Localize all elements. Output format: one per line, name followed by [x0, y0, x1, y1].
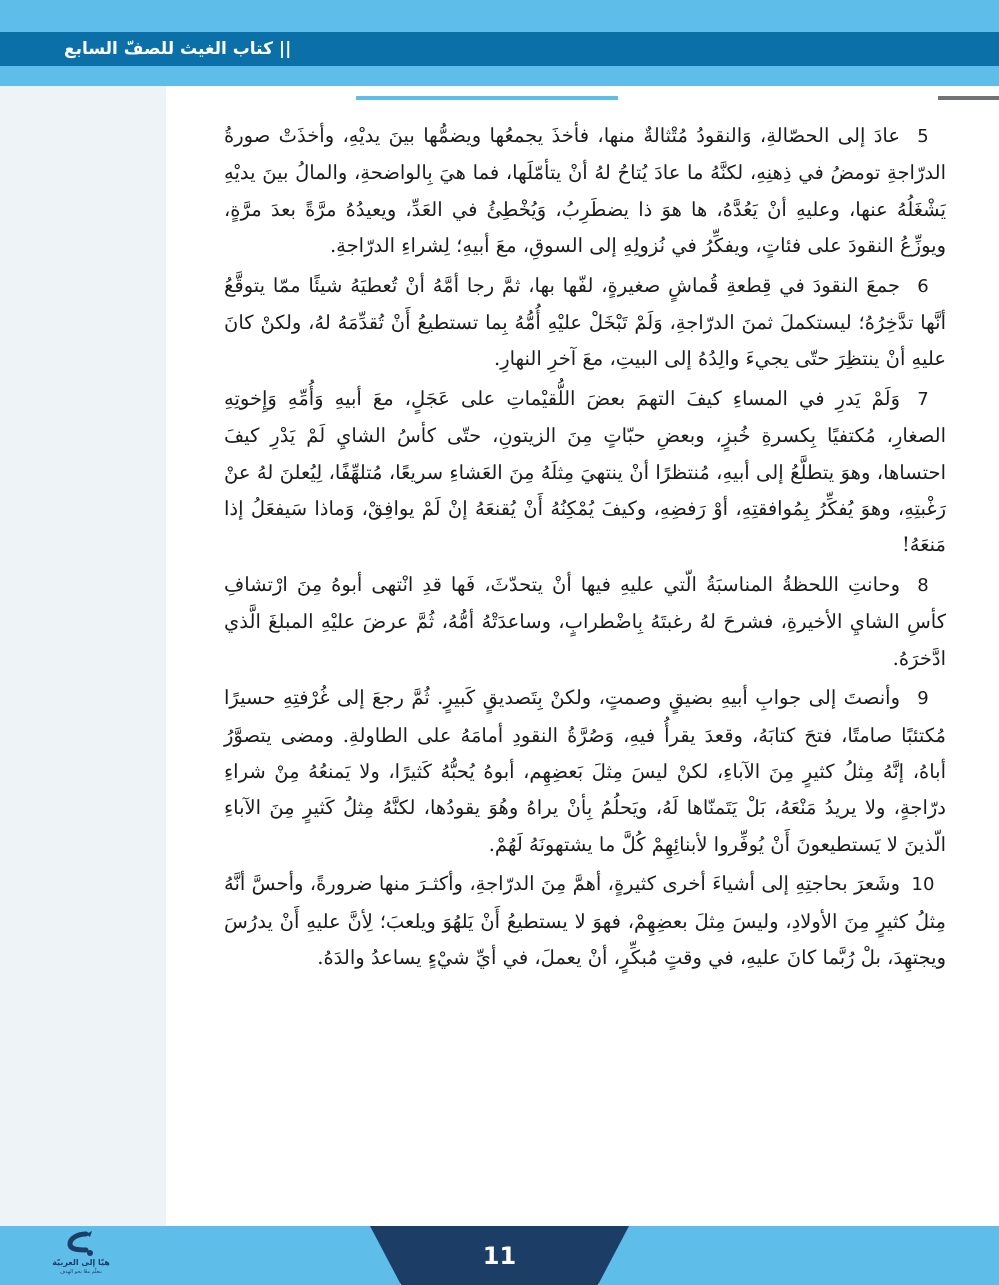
paragraph-number: 9	[917, 688, 929, 710]
paragraph-text: وَلَمْ يَدرِ في المساءِ كيفَ التهمَ بعضَ اللُّقيْماتِ على عَجَلٍ، معَ أبيهِ وَأُمِّهِ وَإِخوتِهِ الصغارِ، مُكتفيًا بِكسرةِ خُبزٍ، وبعضِ حبّاتٍ مِنَ الزيتونِ، حتّى كأسُ الشايِ لَمْ يَدْرِ كيفَ احتساها، وهوَ يتطلَّعُ إلى أبيهِ، مُنتظرًا أنْ ينتهيَ مِثلَهُ مِنَ العَشاءِ سريعًا، مُتلهِّفًا، لِيُعلنَ لهُ عنْ رَغْبتِهِ، وهوَ يُفكِّرُ بِمُوافقتِهِ، أوْ رَفضِهِ، وكيفَ يُمْكِنُهُ أَنْ يُقنعَهُ إنْ لَمْ يوافِقْ، وَماذا سَيفعَلُ إذا مَنعَهُ!	[224, 386, 946, 557]
paragraph-7	[224, 381, 946, 564]
decorative-line-gray	[938, 96, 999, 100]
paragraph-number: 7	[917, 388, 929, 410]
paragraph-text: جمعَ النقودَ في قِطعةِ قُماشٍ صغيرةٍ، لفّها بها، ثمَّ رجا أمَّهُ أنْ تُعطيَهُ شيئًا ممّا يتوقَّعُ أنَّها تدَّخِرُهُ؛ ليستكملَ ثمنَ الدرّاجةِ، وَلَمْ تَبْخَلْ عليْهِ أُمُّهُ بِما تستطيعُ أَنْ تُقدِّمَهُ لهُ، ولكنْ كانَ عليهِ أنْ ينتظِرَ حتّى يجيءَ والِدُهُ إلى البيتِ، معَ آخرِ النهارِ.	[224, 273, 946, 371]
header-bottom-band	[0, 66, 999, 86]
paragraph-8	[224, 567, 946, 677]
paragraph-text: عادَ إلى الحصّالةِ، وَالنقودُ مُتْثالةٌ منها، فأخذَ يجمعُها ويضمُّها بينَ يديْهِ، وأخذَتْ صورةُ الدرّاجةِ تومضُ في ذِهنِهِ، لكنَّهُ ما عادَ يُتاحُ لهُ أنْ يتأمّلَها، فما هيَ بِالواضحةِ، والمالُ بينَ يديْهِ يَشْغَلُهُ عنها، وعليهِ أنْ يَعُدَّهُ، ها هوَ ذا يضطَرِبُ، وَيُخْطِئُ في العَدِّ، ويعيدُهُ مرَّةً بعدَ مرَّةٍ، ويوزِّعُ النقودَ على فئاتٍ، ويفكِّرُ في نُزولِهِ إلى السوقِ، معَ أبيهِ؛ لِشراءِ الدرّاجةِ.	[224, 124, 946, 258]
paragraph-9	[224, 680, 946, 863]
paragraph-6	[224, 268, 946, 378]
footer-band-right	[599, 1226, 999, 1285]
publisher-logo-name: هيّا إلى العربيّة	[52, 1258, 110, 1267]
paragraph-number: 8	[917, 574, 929, 596]
story-text	[224, 118, 946, 979]
header-top-band	[0, 0, 999, 32]
paragraph-text: وحانتِ اللحظةُ المناسبَةُ الّتي عليهِ فيها أنْ يتحدّثَ، فَها قدِ انْتهى أبوهُ مِنَ ارْتشافِ كأسِ الشايِ الأخيرةِ، فشرحَ لهُ رغبتَهُ بِاضْطرابٍ، وساعدَتْهُ أمُّهُ، ثُمَّ عرضَ عليْهِ المبلغَ الَّذي ادَّخرَهُ.	[224, 572, 946, 670]
decorative-line-blue	[356, 96, 618, 100]
publisher-logo-tagline: نتعلّم معًا نحو الهدف	[60, 1269, 102, 1275]
paragraph-number: 6	[917, 275, 929, 297]
paragraph-number: 5	[917, 126, 929, 147]
paragraph-text: وأنصتَ إلى جوابِ أبيهِ بضيقٍ وصمتٍ، ولكنْ بِتَصديقٍ كَبيرٍ. ثُمَّ رجعَ إلى غُرْفتِهِ حسيرًا مُكتئبًا صامتًا، فتحَ كتابَهُ، وقعدَ يقرأُ فيهِ، وَصُرَّةُ النقودِ أمامَهُ على الطاولةِ. ومضى يتصوَّرُ أباهُ، إنَّهُ مِثلُ كثيرٍ مِنَ الآباءِ، لكنْ ليسَ مِثلَ بَعضِهِم، أبوهُ يُحبُّهُ كَثيرًا، ولا يَمنعُهُ مِنْ شراءِ درّاجةٍ، ولا يريدُ مَنْعَهُ، بَلْ يَتَمنّاها لَهُ، ويَحلُمُ بِأنْ يراهُ وهُوَ يقودُها، لكنَّهُ مِثلُ كَثيرٍ مِنَ الآباءِ الّذينَ لا يَستطيعونَ أَنْ يُوفِّروا لأبنائِهِمْ كُلَّ ما يشتهونَهُ لَهُمْ.	[224, 686, 946, 856]
side-margin-panel	[0, 86, 166, 1226]
paragraph-text: وشَعرَ بحاجتِهِ إلى أشياءَ أخرى كثيرةٍ، أهمَّ مِنَ الدرّاجةِ، وأكثـرَ منها ضرورةً، وأحسَّ أنَّهُ مِثلُ كثيرٍ مِنَ الأولادِ، وليسَ مِثلَ بعضِهِمْ، فهوَ لا يستطيعُ أَنْ يَلهُوَ ويلعبَ؛ لِأنَّ عليهِ أَنْ يدرُسَ ويجتهِدَ، بلْ رُبَّما كانَ عليهِ، في وقتٍ مُبكِّرٍ، أنْ يعملَ، في أيِّ شيْءٍ يساعدُ والدَهُ.	[224, 872, 946, 969]
book-title: || كتاب الغيث للصفّ السابع	[64, 39, 292, 59]
paragraph-5	[224, 118, 946, 265]
paragraph-number: 10	[911, 874, 935, 896]
page-number: 11	[482, 1242, 517, 1270]
paragraph-10	[224, 866, 946, 976]
